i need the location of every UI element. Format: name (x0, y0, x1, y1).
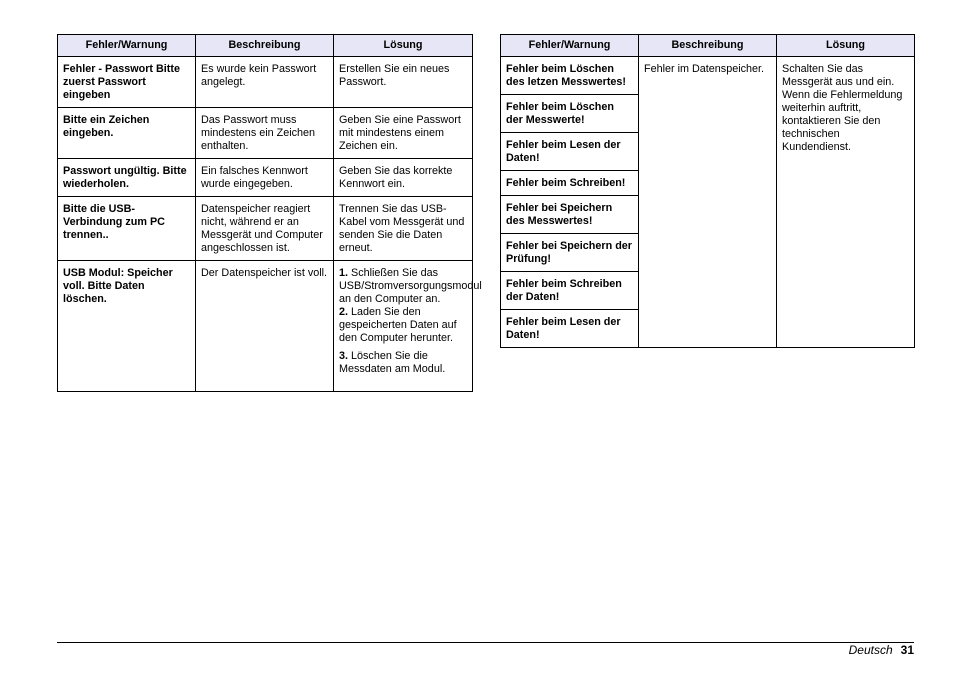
step-number: 1. (339, 267, 349, 279)
solution-cell: Erstellen Sie ein neues Passwort. (334, 57, 473, 108)
error-cell: Fehler beim Schreiben der Daten! (501, 272, 639, 310)
table-row (58, 108, 473, 159)
error-cell: Fehler beim Löschen der Messwerte! (501, 95, 639, 133)
description-cell: Ein falsches Kennwort wurde eingegeben. (196, 159, 334, 197)
error-cell: Fehler beim Lesen der Daten! (501, 310, 639, 348)
solution-cell: Geben Sie das korrekte Kennwort ein. (334, 159, 473, 197)
solution-step (339, 267, 482, 306)
table-row (501, 57, 915, 95)
error-cell: Fehler bei Speichern des Messwertes! (501, 196, 639, 234)
header-description: Beschreibung (196, 35, 334, 57)
step-text: Laden Sie den gespeicherten Daten auf den Computer herunter. (339, 306, 457, 344)
table-header-row (58, 35, 473, 57)
solution-step (339, 306, 467, 345)
solution-cell: Trennen Sie das USB-Kabel vom Messgerät und senden Sie die Daten erneut. (334, 197, 473, 261)
error-cell: Fehler - Passwort Bitte zuerst Passwort eingeben (58, 57, 196, 108)
page-footer (849, 643, 914, 657)
footer-divider (57, 642, 914, 643)
page-number: 31 (900, 643, 914, 657)
step-number: 2. (339, 306, 349, 318)
error-cell: Fehler beim Schreiben! (501, 171, 639, 196)
solution-cell: Schalten Sie das Messgerät aus und ein. Wenn die Fehlermeldung weiterhin auftritt, kontaktieren Sie den technischen Kundendienst. (777, 57, 915, 348)
error-cell: Bitte ein Zeichen eingeben. (58, 108, 196, 159)
error-cell: Fehler bei Speichern der Prüfung! (501, 234, 639, 272)
description-cell: Der Datenspeicher ist voll. (196, 261, 334, 392)
table-row (58, 197, 473, 261)
description-cell: Es wurde kein Passwort angelegt. (196, 57, 334, 108)
step-text: Löschen Sie die Messdaten am Modul. (339, 350, 446, 375)
error-cell: Fehler beim Löschen des letzen Messwertes! (501, 57, 639, 95)
step-number: 3. (339, 350, 349, 362)
header-description: Beschreibung (639, 35, 777, 57)
solution-step (339, 350, 467, 376)
header-solution: Lösung (777, 35, 915, 57)
table-row (58, 159, 473, 197)
description-cell: Das Passwort muss mindestens ein Zeichen enthalten. (196, 108, 334, 159)
error-cell: Bitte die USB-Verbindung zum PC trennen.. (58, 197, 196, 261)
description-cell: Fehler im Datenspeicher. (639, 57, 777, 348)
error-cell: Fehler beim Lesen der Daten! (501, 133, 639, 171)
header-error: Fehler/Warnung (58, 35, 196, 57)
error-cell: Passwort ungültig. Bitte wiederholen. (58, 159, 196, 197)
description-cell: Datenspeicher reagiert nicht, während er an Messgerät und Computer angeschlossen ist. (196, 197, 334, 261)
table-row (58, 57, 473, 108)
table-row (58, 261, 473, 392)
header-solution: Lösung (334, 35, 473, 57)
footer-language: Deutsch (848, 643, 893, 657)
table-header-row (501, 35, 915, 57)
error-table-right (500, 34, 915, 348)
header-error: Fehler/Warnung (501, 35, 639, 57)
error-cell: USB Modul: Speicher voll. Bitte Daten löschen. (58, 261, 196, 392)
solution-cell (334, 261, 482, 392)
step-text: Schließen Sie das USB/Stromversorgungsmodul an den Computer an. (339, 267, 482, 305)
solution-cell: Geben Sie eine Passwort mit mindestens einem Zeichen ein. (334, 108, 473, 159)
error-table-left (57, 34, 482, 392)
